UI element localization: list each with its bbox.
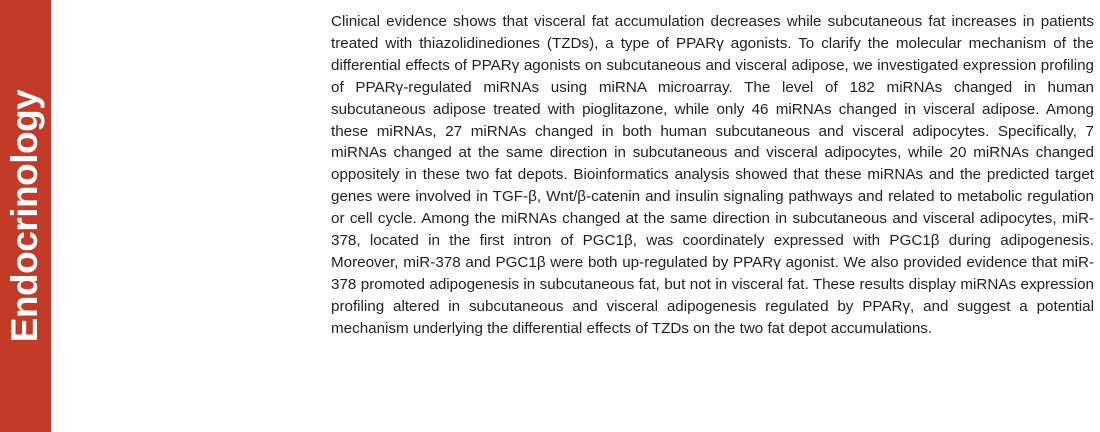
abstract-text: Clinical evidence shows that visceral fat accumulation decreases while subcutaneous fat increases in patients treated with thiazolidinediones (TZDs), a type of PPARγ agonists. To clarify the molecular mechanism of the differential effects of PPARγ agonists on subcutaneous and visceral adipose, we investigated expression profiling of PPARγ-regulated miRNAs using miRNA microarray. The level of 182 miRNAs changed in human subcutaneous adipose treated with pioglitazone, while only 46 miRNAs changed in visceral adipose. Among these miRNAs, 27 miRNAs changed in both human subcutaneous and visceral adipocytes. Specifically, 7 miRNAs changed at the same direction in subcutaneous and visceral adipocytes, while 20 miRNAs changed oppositely in these two fat depots. Bioinformatics analysis showed that these miRNAs and the predicted target genes were involved in TGF-β, Wnt/β-catenin and insulin signaling pathways and related to metabolic regulation or cell cycle. Among the miRNAs changed at the same direction in subcutaneous and visceral adipocytes, miR-378, located in the first intron of PGC1β, was coordinately expressed with PGC1β during adipogenesis. Moreover, miR-378 and PGC1β were both up-regulated by PPARγ agonist. We also provided evidence that miR-378 promoted adipogenesis in subcutaneous fat, but not in visceral fat. These results display miRNAs expression profiling altered in subcutaneous and visceral adipogenesis regulated by PPARγ, and suggest a potential mechanism underlying the differential effects of TZDs on the two fat depot accumulations. (331, 13, 1094, 337)
journal-side-band (0, 0, 51, 432)
journal-name: Endocrinology (4, 89, 45, 343)
